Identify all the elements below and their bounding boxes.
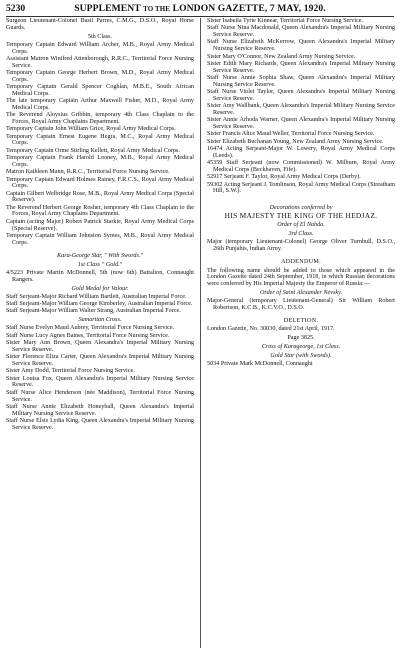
- left-column: [6, 18, 194, 648]
- list-item: Staff Nurse Evelyn Maud Aubrey, Territorial Force Nursing Service.: [6, 325, 175, 332]
- list-item: Temporary Captain Ernest Eugene Hegra, M.C., Royal Army Medical Corps.: [6, 133, 194, 147]
- list-item: Staff Nurse Annie Sophia Shaw, Queen Alexandra's Imperial Military Nursing Service Reserve.: [207, 74, 395, 88]
- heading-order-el-nahda: Order of El Nahda.: [277, 222, 325, 229]
- list-item: The Reverend Herbert George Rosher, temporary 4th Class Chaplain to the Forces, Royal Army Chaplains Department.: [6, 204, 194, 218]
- page-header: [6, 3, 394, 15]
- samaritan-cross-list: [6, 325, 194, 431]
- heading-cross-karageorge: Cross of Karageorge, 1st Class.: [261, 343, 341, 350]
- intro-entry: Surgeon Lieutenant-Colonel Basil Parres, C.M.G., D.S.O., Royal Horse Guards.: [6, 18, 194, 31]
- heading-his-majesty: HIS MAJESTY THE KING OF THE HEDJAZ.: [224, 211, 378, 221]
- heading-1st-class-gold: 1st Class " Gold.": [77, 261, 123, 268]
- list-item: The late temporary Captain Arthur Maxwell Fisher, M.D., Royal Army Medical Corps.: [6, 98, 194, 111]
- page-title: SUPPLEMENT TO THE LONDON GAZETTE, 7 MAY, 1920.: [74, 3, 326, 14]
- list-item: 59302 Acting Serjeant J. Tomlinson, Royal Army Medical Corps (Streatham Hill, S.W.).: [207, 181, 395, 195]
- list-item: Assistant Matron Winifred Attenborough, R.R.C., Territorial Force Nursing Service.: [6, 55, 194, 69]
- column-divider: [200, 18, 201, 648]
- list-item: Temporary Captain Edward William Archer, M.B., Royal Army Medical Corps.: [6, 41, 194, 55]
- list-item: Temporary Captain Gerald Spencer Coghlan, M.B.E., South African Medical Corps.: [6, 84, 194, 97]
- heading-addendum: ADDENDUM.: [280, 259, 322, 266]
- list-item: Staff Serjeant-Major Richard William Bartlett, Australian Imperial Force.: [6, 293, 187, 300]
- list-item: Staff Nurse Elizabeth McKerrow, Queen Alexandra's Imperial Military Nursing Service Reserve.: [207, 39, 395, 53]
- list-item: Staff Nurse Violet Taylor, Queen Alexandra's Imperial Military Nursing Service Reserve.: [207, 89, 395, 102]
- heading-decorations: Decorations conferred by: [269, 204, 333, 211]
- list-item: Sister Amy Wallbank, Queen Alexandra's Imperial Military Nursing Service Reserve.: [207, 103, 395, 116]
- list-item: Staff Nurse Nina Macdonald, Queen Alexandra's Imperial Military Nursing Service Reserve.: [207, 25, 395, 39]
- list-item: Temporary Captain Frank Harold Looney, M.B., Royal Army Medical Corps.: [6, 155, 194, 168]
- list-item: Staff Nurse Lucy Agnes Baines, Territorial Force Nursing Service.: [6, 332, 170, 339]
- heading-gold-star: Gold Star (with Swords).: [270, 352, 332, 359]
- heading-kara-george-star: Kara-George Star, " With Swords.": [57, 253, 143, 259]
- list-item: Staff Serjeant-Major William George Kimberley, Australian Imperial Force.: [6, 301, 193, 308]
- list-item: Sister Mary O'Connor, New Zealand Army Nursing Service.: [207, 53, 356, 60]
- list-item: Staff Nurse Elsie Lydia King, Queen Alexandra's Imperial Military Nursing Service Reserve.: [6, 417, 194, 431]
- list-item: Matron Kathleen Mann, R.R.C., Territorial Force Nursing Service.: [6, 169, 170, 176]
- list-item: Captain (acting Major) Robert Patrick Starkie, Royal Army Medical Corps (Special Reserve).: [6, 218, 194, 232]
- gold-medal-list: [6, 294, 194, 315]
- heading-samaritan-cross: Samaritan Cross.: [78, 317, 122, 324]
- right-column: [207, 18, 395, 648]
- last-entry: 5034 Private Mark McDonnell, Connaught: [207, 360, 313, 367]
- page-number: 5230: [6, 3, 26, 14]
- list-item: Sister Louisa Fox, Queen Alexandra's Imperial Military Nursing Service Reserve.: [6, 375, 194, 389]
- list-item: Temporary Captain Orme Stirling Kellett, Royal Army Medical Corps.: [6, 147, 180, 154]
- header-rule: [6, 16, 394, 17]
- list-item: Temporary Captain William Johnston Symes, M.B., Royal Army Medical Corps.: [6, 232, 194, 246]
- heading-deletion: DELETION.: [283, 318, 319, 325]
- heading-gold-medal: Gold Medal for Valour.: [71, 285, 129, 292]
- list-item: Sister Edith Mary Richards, Queen Alexandra's Imperial Military Nursing Service Reserve.: [207, 60, 395, 74]
- list-item: 16474 Acting Serjeant-Major W. Lowery, Royal Army Medical Corps (Leeds).: [207, 146, 395, 159]
- kara-george-entry: 4/5223 Private Martin McDonnell, 5th (now 6th) Battalion, Connaught Rangers.: [6, 270, 194, 283]
- deletion-text: London Gazette, No. 30030, dated 21st April, 1917.: [207, 326, 335, 333]
- list-item: Sister Florence Eliza Carter, Queen Alexandra's Imperial Military Nursing Service Reserve.: [6, 354, 194, 367]
- list-item: Sister Mary Ann Brown, Queen Alexandra's Imperial Military Nursing Service Reserve.: [6, 340, 194, 353]
- list-item: The Reverend Aloysius Gribbin, temporary 4th Class Chaplain to the Forces, Royal Army Chaplains Department.: [6, 112, 194, 125]
- list-item: Sister Annie Arhoda Warner, Queen Alexandra's Imperial Military Nursing Service Reserve.: [207, 117, 395, 130]
- list-item: Temporary Captain John William Grice, Royal Army Medical Corps.: [6, 126, 176, 133]
- list-item: Temporary Captain Edward Holmes Rainey, F.R.C.S., Royal Army Medical Corps.: [6, 176, 194, 190]
- nursing-list-continued: [207, 18, 395, 195]
- list-item: Staff Nurse Annie Elizabeth Honeyball, Queen Alexandra's Imperial Military Nursing Service Reserve.: [6, 403, 194, 417]
- list-item: Sister Amy Dodd, Territorial Force Nursing Service.: [6, 368, 135, 375]
- fifth-class-list: [6, 42, 194, 247]
- list-item: 45359 Staff Serjeant (now Commissioned) W. Milburn, Royal Army Medical Corps (Beckhaven, Fife).: [207, 160, 395, 173]
- heading-3rd-class: 3rd Class.: [288, 230, 314, 237]
- heading-order-nevsky: Order of Saint Alexander Nevsky.: [259, 289, 343, 296]
- el-nahda-entry: Major (temporary Lieutenant-Colonel) George Oliver Turnbull, D.S.O., 26th Punjabis, Indian Army.: [207, 239, 395, 252]
- nevsky-entry: Major-General (temporary Lieutenant-General) Sir William Robert Robertson, K.C.B., K.C.V.O., D.S.O.: [207, 298, 395, 311]
- list-item: Staff Nurse Alice Henderson (née Maddison), Territorial Force Nursing Service.: [6, 389, 194, 403]
- list-item: 52917 Serjeant F. Taylor, Royal Army Medical Corps (Derby).: [207, 174, 361, 181]
- list-item: Sister Elizabeth Buchanan Young, New Zealand Army Nursing Service.: [207, 138, 384, 145]
- list-item: Staff Serjeant-Major William Walter Strang, Australian Imperial Force.: [6, 308, 181, 315]
- list-item: Temporary Captain George Herbert Brown, M.D., Royal Army Medical Corps.: [6, 69, 194, 83]
- page-reference: Page 3825.: [287, 335, 315, 342]
- addendum-text: The following name should be added to those which appeared in the London Gazette dated 24th September, 1918, in which Russian decorations were conferred by His Imperial Majesty the Emperor of Russia:—: [207, 267, 395, 287]
- list-item: Captain Gilbert Welbridge Rose, M.B., Royal Army Medical Corps (Special Reserve).: [6, 190, 194, 204]
- heading-5th-class: 5th Class.: [87, 33, 113, 40]
- list-item: Sister Isabella Tyrie Kinnear, Territorial Force Nursing Service.: [207, 18, 364, 24]
- list-item: Sister Francis Alice Maud Weller, Territorial Force Nursing Service.: [207, 131, 375, 138]
